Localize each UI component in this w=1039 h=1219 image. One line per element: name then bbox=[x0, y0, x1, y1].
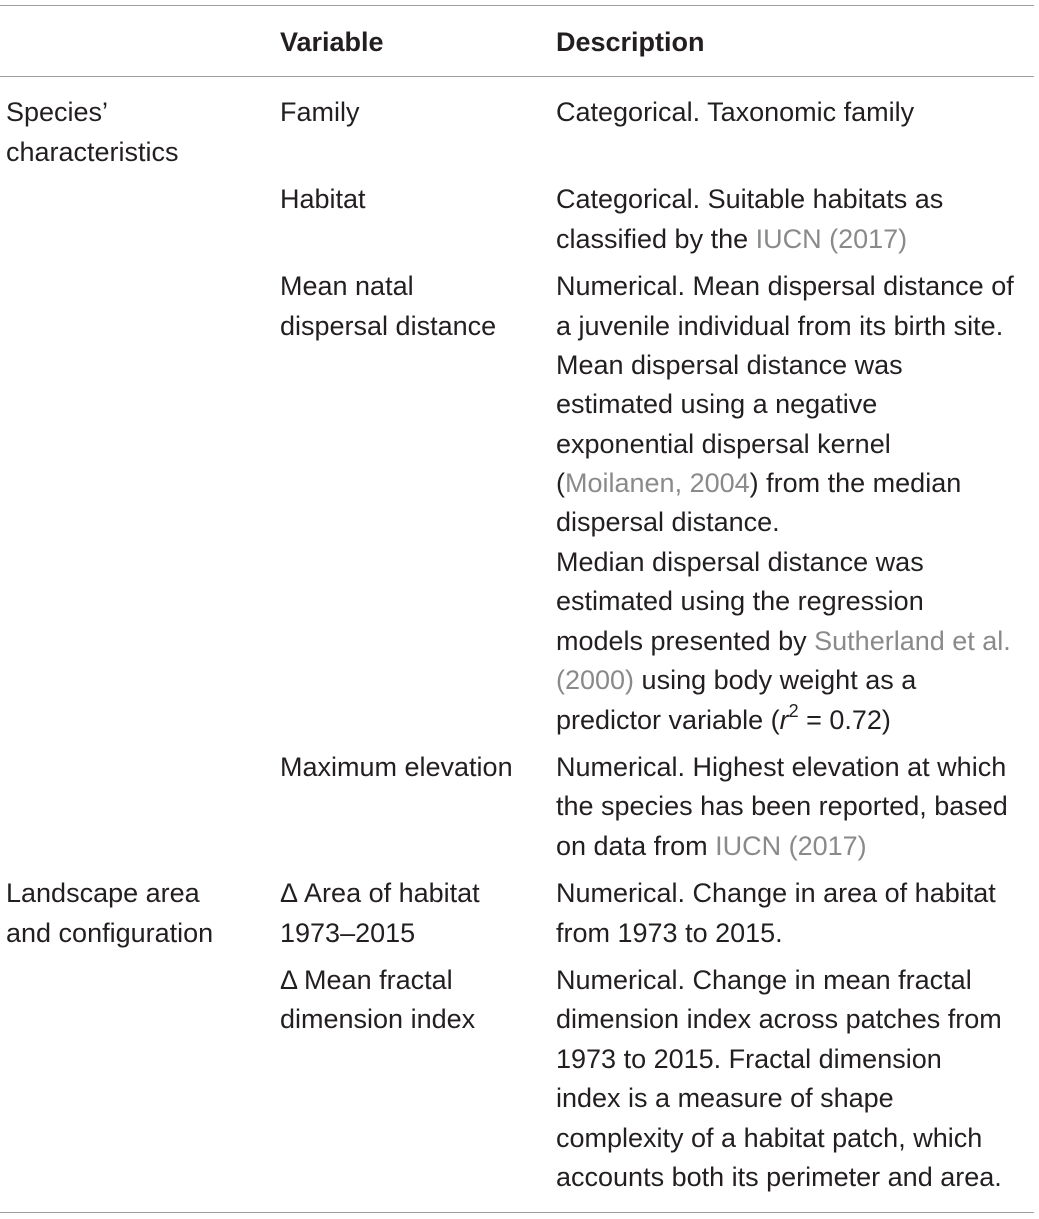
description-elevation-line1: Numerical. Highest elevation at which bbox=[556, 752, 1007, 782]
description-family: Categorical. Taxonomic family bbox=[556, 97, 915, 127]
header-variable: Variable bbox=[280, 27, 384, 57]
description-text: predictor variable ( bbox=[556, 705, 780, 735]
description-text: classified by the bbox=[556, 224, 756, 254]
citation-link[interactable]: IUCN (2017) bbox=[755, 224, 908, 254]
description-text: ( bbox=[556, 468, 565, 498]
description-fractal-line4: index is a measure of shape bbox=[556, 1083, 894, 1113]
description-text: using body weight as a bbox=[634, 665, 917, 695]
superscript: 2 bbox=[788, 701, 799, 721]
table-bottom-rule bbox=[0, 1212, 1034, 1213]
description-area-line2: from 1973 to 2015. bbox=[556, 918, 783, 948]
r-symbol: r bbox=[779, 705, 789, 735]
description-dispersal-line10 bbox=[556, 621, 1011, 661]
citation-link[interactable]: IUCN (2017) bbox=[715, 831, 867, 861]
description-text: = 0.72) bbox=[798, 705, 891, 735]
variable-elevation: Maximum elevation bbox=[280, 752, 513, 782]
description-dispersal-line11 bbox=[556, 660, 916, 700]
variable-habitat: Habitat bbox=[280, 184, 366, 214]
description-dispersal-line5: exponential dispersal kernel bbox=[556, 429, 891, 459]
variable-fractal-line1: Δ Mean fractal bbox=[280, 965, 453, 995]
description-fractal-line3: 1973 to 2015. Fractal dimension bbox=[556, 1044, 942, 1074]
description-fractal-line1: Numerical. Change in mean fractal bbox=[556, 965, 972, 995]
description-dispersal-line12 bbox=[556, 700, 891, 740]
variable-family: Family bbox=[280, 97, 360, 127]
variable-area-line2: 1973–2015 bbox=[280, 918, 416, 948]
description-dispersal-line6 bbox=[556, 463, 961, 503]
citation-link[interactable]: Sutherland et al. bbox=[814, 626, 1011, 656]
description-fractal-line2: dimension index across patches from bbox=[556, 1004, 1002, 1034]
description-text: ) from the median bbox=[749, 468, 962, 498]
variable-area-line1: Δ Area of habitat bbox=[280, 878, 480, 908]
description-text: on data from bbox=[556, 831, 716, 861]
group-label-species-line2: characteristics bbox=[6, 137, 179, 167]
description-habitat-line2 bbox=[556, 219, 907, 259]
description-dispersal-line4: estimated using a negative bbox=[556, 389, 878, 419]
variable-dispersal-line2: dispersal distance bbox=[280, 311, 497, 341]
description-fractal-line5: complexity of a habitat patch, which bbox=[556, 1123, 983, 1153]
description-area-line1: Numerical. Change in area of habitat bbox=[556, 878, 996, 908]
citation-link[interactable]: Moilanen, 2004 bbox=[565, 468, 750, 498]
description-dispersal-line9: estimated using the regression bbox=[556, 586, 924, 616]
description-dispersal-line1: Numerical. Mean dispersal distance of bbox=[556, 271, 1014, 301]
description-dispersal-line2: a juvenile individual from its birth site. bbox=[556, 311, 1004, 341]
description-elevation-line2: the species has been reported, based bbox=[556, 791, 1008, 821]
group-label-landscape-line1: Landscape area bbox=[6, 878, 200, 908]
description-dispersal-line7: dispersal distance. bbox=[556, 507, 780, 537]
variable-dispersal-line1: Mean natal bbox=[280, 271, 414, 301]
table-header-rule bbox=[0, 76, 1034, 77]
description-elevation-line3 bbox=[556, 826, 867, 866]
description-habitat-line1: Categorical. Suitable habitats as bbox=[556, 184, 944, 214]
table-top-rule bbox=[0, 5, 1034, 6]
group-label-species-line1: Species’ bbox=[6, 97, 109, 127]
group-label-landscape-line2: and configuration bbox=[6, 918, 214, 948]
description-dispersal-line3: Mean dispersal distance was bbox=[556, 350, 903, 380]
variable-fractal-line2: dimension index bbox=[280, 1004, 476, 1034]
citation-link[interactable]: (2000) bbox=[556, 665, 635, 695]
header-description: Description bbox=[556, 27, 705, 57]
description-fractal-line6: accounts both its perimeter and area. bbox=[556, 1162, 1002, 1192]
description-dispersal-line8: Median dispersal distance was bbox=[556, 547, 924, 577]
description-text: models presented by bbox=[556, 626, 815, 656]
